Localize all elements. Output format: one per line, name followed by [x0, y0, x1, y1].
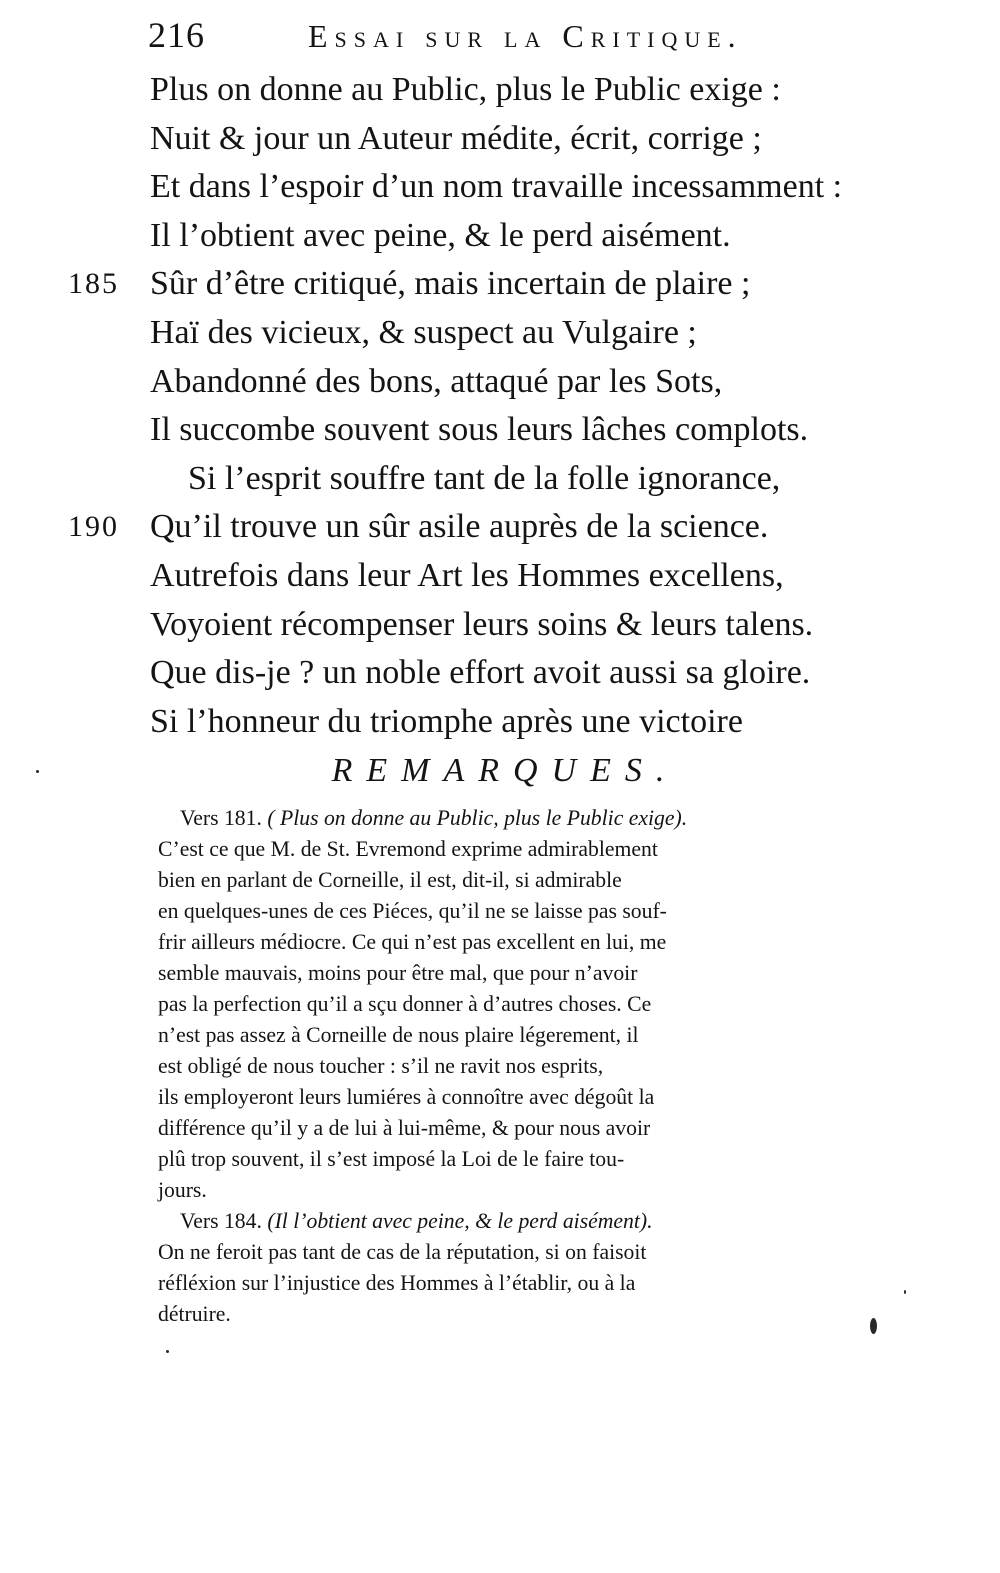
verse-line [150, 163, 930, 212]
remark-text-line: ils employeront leurs lumiéres à connoître avec dégoût la [158, 1085, 655, 1109]
verse-text: Plus on donne au Public, plus le Public exige : [150, 71, 781, 108]
verse-text: Sûr d’être critiqué, mais incertain de plaire ; [150, 265, 751, 303]
verse-text: Que dis-je ? un noble effort avoit aussi sa gloire. [150, 654, 811, 692]
remark-text-line: frir ailleurs médiocre. Ce qui n’est pas excellent en lui, me [158, 930, 667, 954]
remark-text-line: On ne feroit pas tant de cas de la réputation, si on faisoit [158, 1240, 647, 1264]
remark-text-line: en quelques-unes de ces Piéces, qu’il ne se laisse pas souf- [158, 899, 667, 923]
remark-text-line: réfléxion sur l’injustice des Hommes à l’établir, ou à la [158, 1271, 636, 1295]
verse-line [150, 455, 930, 504]
verse-line [150, 309, 930, 358]
verse-text: Il succombe souvent sous leurs lâches complots. [150, 411, 809, 449]
remark-text-line: est obligé de nous toucher : s’il ne ravit nos esprits, [158, 1054, 604, 1078]
remark-text-line: pas la perfection qu’il a sçu donner à d’autres choses. Ce [158, 992, 652, 1016]
remark-heading-line [158, 803, 870, 834]
remark-text-line: plû trop souvent, il s’est imposé la Loi de le faire tou- [158, 1147, 625, 1171]
verse-text: Si l’esprit souffre tant de la folle ignorance, [188, 459, 781, 497]
remarks-notes [158, 803, 870, 1330]
remark-text-line: C’est ce que M. de St. Evremond exprime admirablement [158, 837, 658, 861]
ink-speck [166, 1350, 169, 1353]
remark-text-line: différence qu’il y a de lui à lui-même, & pour nous avoir [158, 1116, 651, 1140]
remark-text-line: bien en parlant de Corneille, il est, dit-il, si admirable [158, 868, 622, 892]
verse-text: Nuit & jour un Auteur médite, écrit, corrige ; [150, 119, 762, 157]
verse-block [68, 66, 930, 746]
verse-text: Autrefois dans leur Art les Hommes excellens, [150, 556, 784, 594]
ink-speck [904, 1290, 906, 1294]
remark-note [158, 1206, 870, 1330]
remark-heading-line [158, 1206, 870, 1237]
verse-line [68, 503, 930, 552]
verse-line [68, 260, 930, 309]
line-number: 190 [68, 510, 119, 544]
verse-text: Haï des vicieux, & suspect au Vulgaire ; [150, 313, 697, 351]
remark-text-line: semble mauvais, moins pour être mal, que pour n’avoir [158, 961, 638, 985]
page-header [148, 14, 808, 62]
remarks-heading: REMARQUES. [331, 752, 679, 789]
running-title: Essai sur la Critique. [308, 18, 743, 54]
verse-text: Abandonné des bons, attaqué par les Sots, [150, 362, 723, 400]
remark-citation: ( Plus on donne au Public, plus le Public exige). [267, 806, 688, 830]
verse-line [150, 66, 930, 115]
remark-text-line: détruire. [158, 1302, 231, 1326]
remark-verse-ref: Vers 184. [180, 1209, 262, 1233]
verse-text: Voyoient récompenser leurs soins & leurs talens. [150, 605, 814, 643]
verse-line [150, 601, 930, 650]
verse-text: Il l’obtient avec peine, & le perd aisément. [150, 216, 731, 254]
ink-speck [36, 770, 39, 773]
remark-text-line: jours. [158, 1178, 207, 1202]
verse-line [150, 552, 930, 601]
verse-line [150, 115, 930, 164]
verse-line [150, 212, 930, 261]
page-number: 216 [148, 15, 205, 55]
verse-text: Qu’il trouve un sûr asile auprès de la science. [150, 508, 769, 546]
remark-verse-ref: Vers 181. [180, 806, 262, 830]
verse-line [150, 406, 930, 455]
verse-line [150, 649, 930, 698]
verse-text: Si l’honneur du triomphe après une victoire [150, 702, 743, 740]
remark-text-line: n’est pas assez à Corneille de nous plaire légerement, il [158, 1023, 639, 1047]
verse-text: Et dans l’espoir d’un nom travaille incessamment : [150, 168, 843, 206]
verse-line [150, 358, 930, 407]
remark-citation: (Il l’obtient avec peine, & le perd aisément). [267, 1209, 653, 1233]
ink-speck [870, 1318, 877, 1334]
line-number: 185 [68, 267, 119, 301]
remark-note [158, 803, 870, 1206]
verse-line [150, 698, 930, 747]
